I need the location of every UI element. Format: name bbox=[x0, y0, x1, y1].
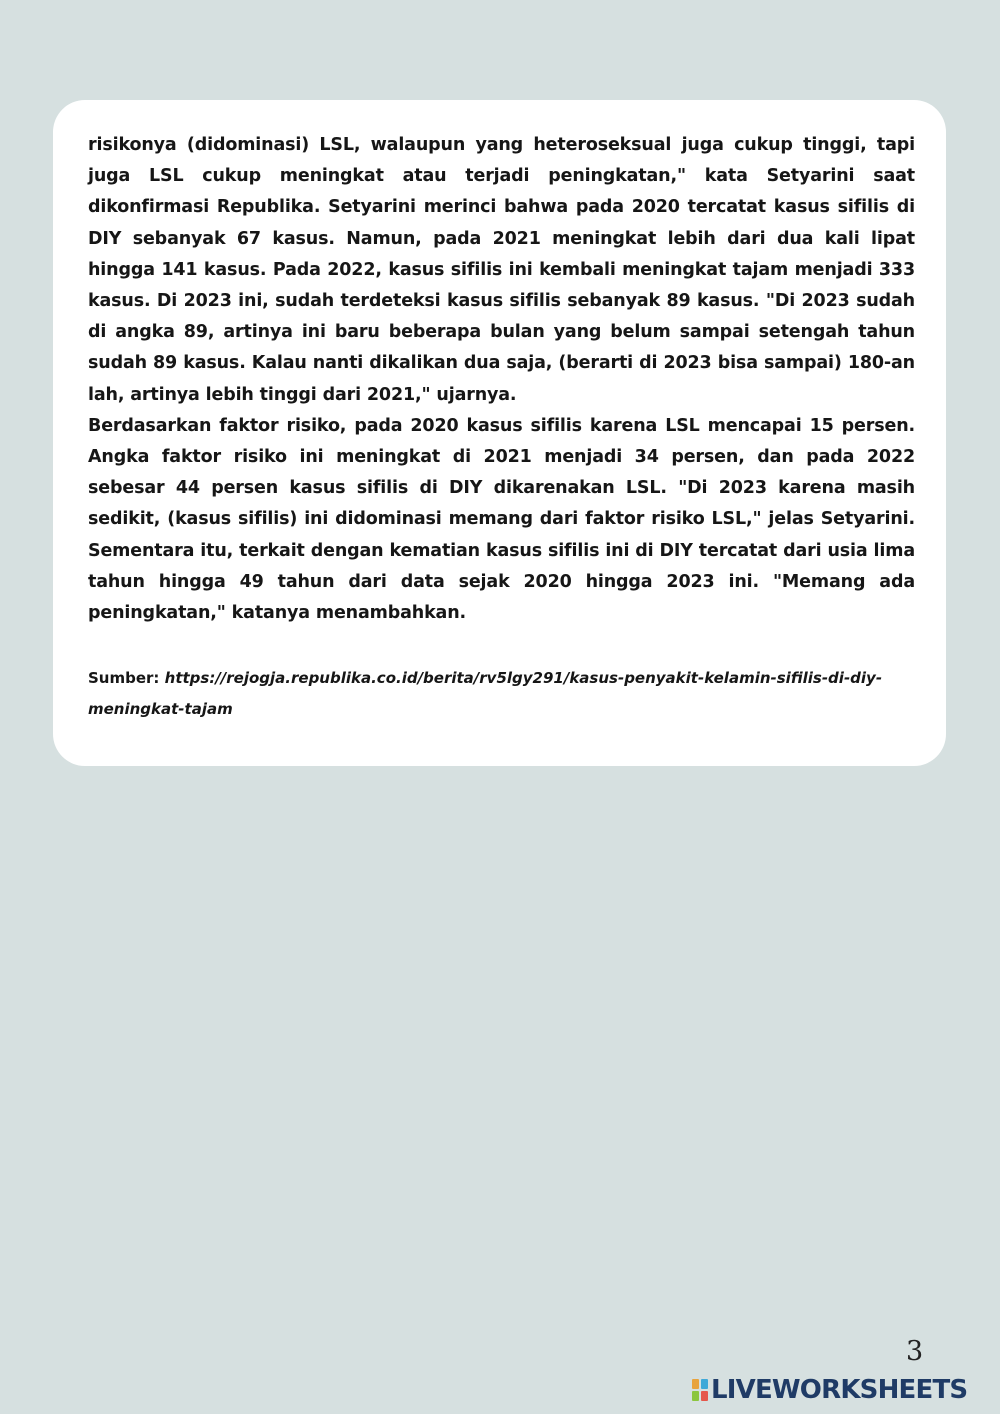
liveworksheets-logo-icon bbox=[692, 1379, 708, 1401]
liveworksheets-brand[interactable] bbox=[692, 1374, 967, 1406]
brand-name: LIVEWORKSHEETS bbox=[711, 1375, 968, 1405]
logo-square bbox=[701, 1379, 708, 1389]
article-card bbox=[53, 100, 946, 766]
logo-square bbox=[701, 1391, 708, 1401]
logo-square bbox=[692, 1379, 699, 1389]
source-url: https://rejogja.republika.co.id/berita/rv5lgy291/kasus-penyakit-kelamin-sifilis-di-diy-meningkat-tajam bbox=[88, 669, 883, 719]
source-citation bbox=[88, 663, 915, 725]
page-number: 3 bbox=[906, 1336, 924, 1367]
logo-square bbox=[692, 1391, 699, 1401]
source-label: Sumber: bbox=[88, 669, 165, 688]
article-paragraph-1: risikonya (didominasi) LSL, walaupun yang heteroseksual juga cukup tinggi, tapi juga LSL cukup meningkat atau terjadi peningkatan," kata Setyarini saat dikonfirmasi Republika. Setyarini merinci bahwa pada 2020 tercatat kasus sifilis di DIY sebanyak 67 kasus. Namun, pada 2021 meningkat lebih dari dua kali lipat hingga 141 kasus. Pada 2022, kasus sifilis ini kembali meningkat tajam menjadi 333 kasus. Di 2023 ini, sudah terdeteksi kasus sifilis sebanyak 89 kasus. "Di 2023 sudah di angka 89, artinya ini baru beberapa bulan yang belum sampai setengah tahun sudah 89 kasus. Kalau nanti dikalikan dua saja, (berarti di 2023 bisa sampai) 180-an lah, artinya lebih tinggi dari 2021," ujarnya. bbox=[88, 135, 915, 405]
article-paragraph-2: Berdasarkan faktor risiko, pada 2020 kasus sifilis karena LSL mencapai 15 persen. Angka faktor risiko ini meningkat di 2021 menjadi 34 persen, dan pada 2022 sebesar 44 persen kasus sifilis di DIY dikarenakan LSL. "Di 2023 karena masih sedikit, (kasus sifilis) ini didominasi memang dari faktor risiko LSL," jelas Setyarini. Sementara itu, terkait dengan kematian kasus sifilis ini di DIY tercatat dari usia lima tahun hingga 49 tahun dari data sejak 2020 hingga 2023 ini. "Memang ada peningkatan," katanya menambahkan. bbox=[88, 415, 915, 624]
